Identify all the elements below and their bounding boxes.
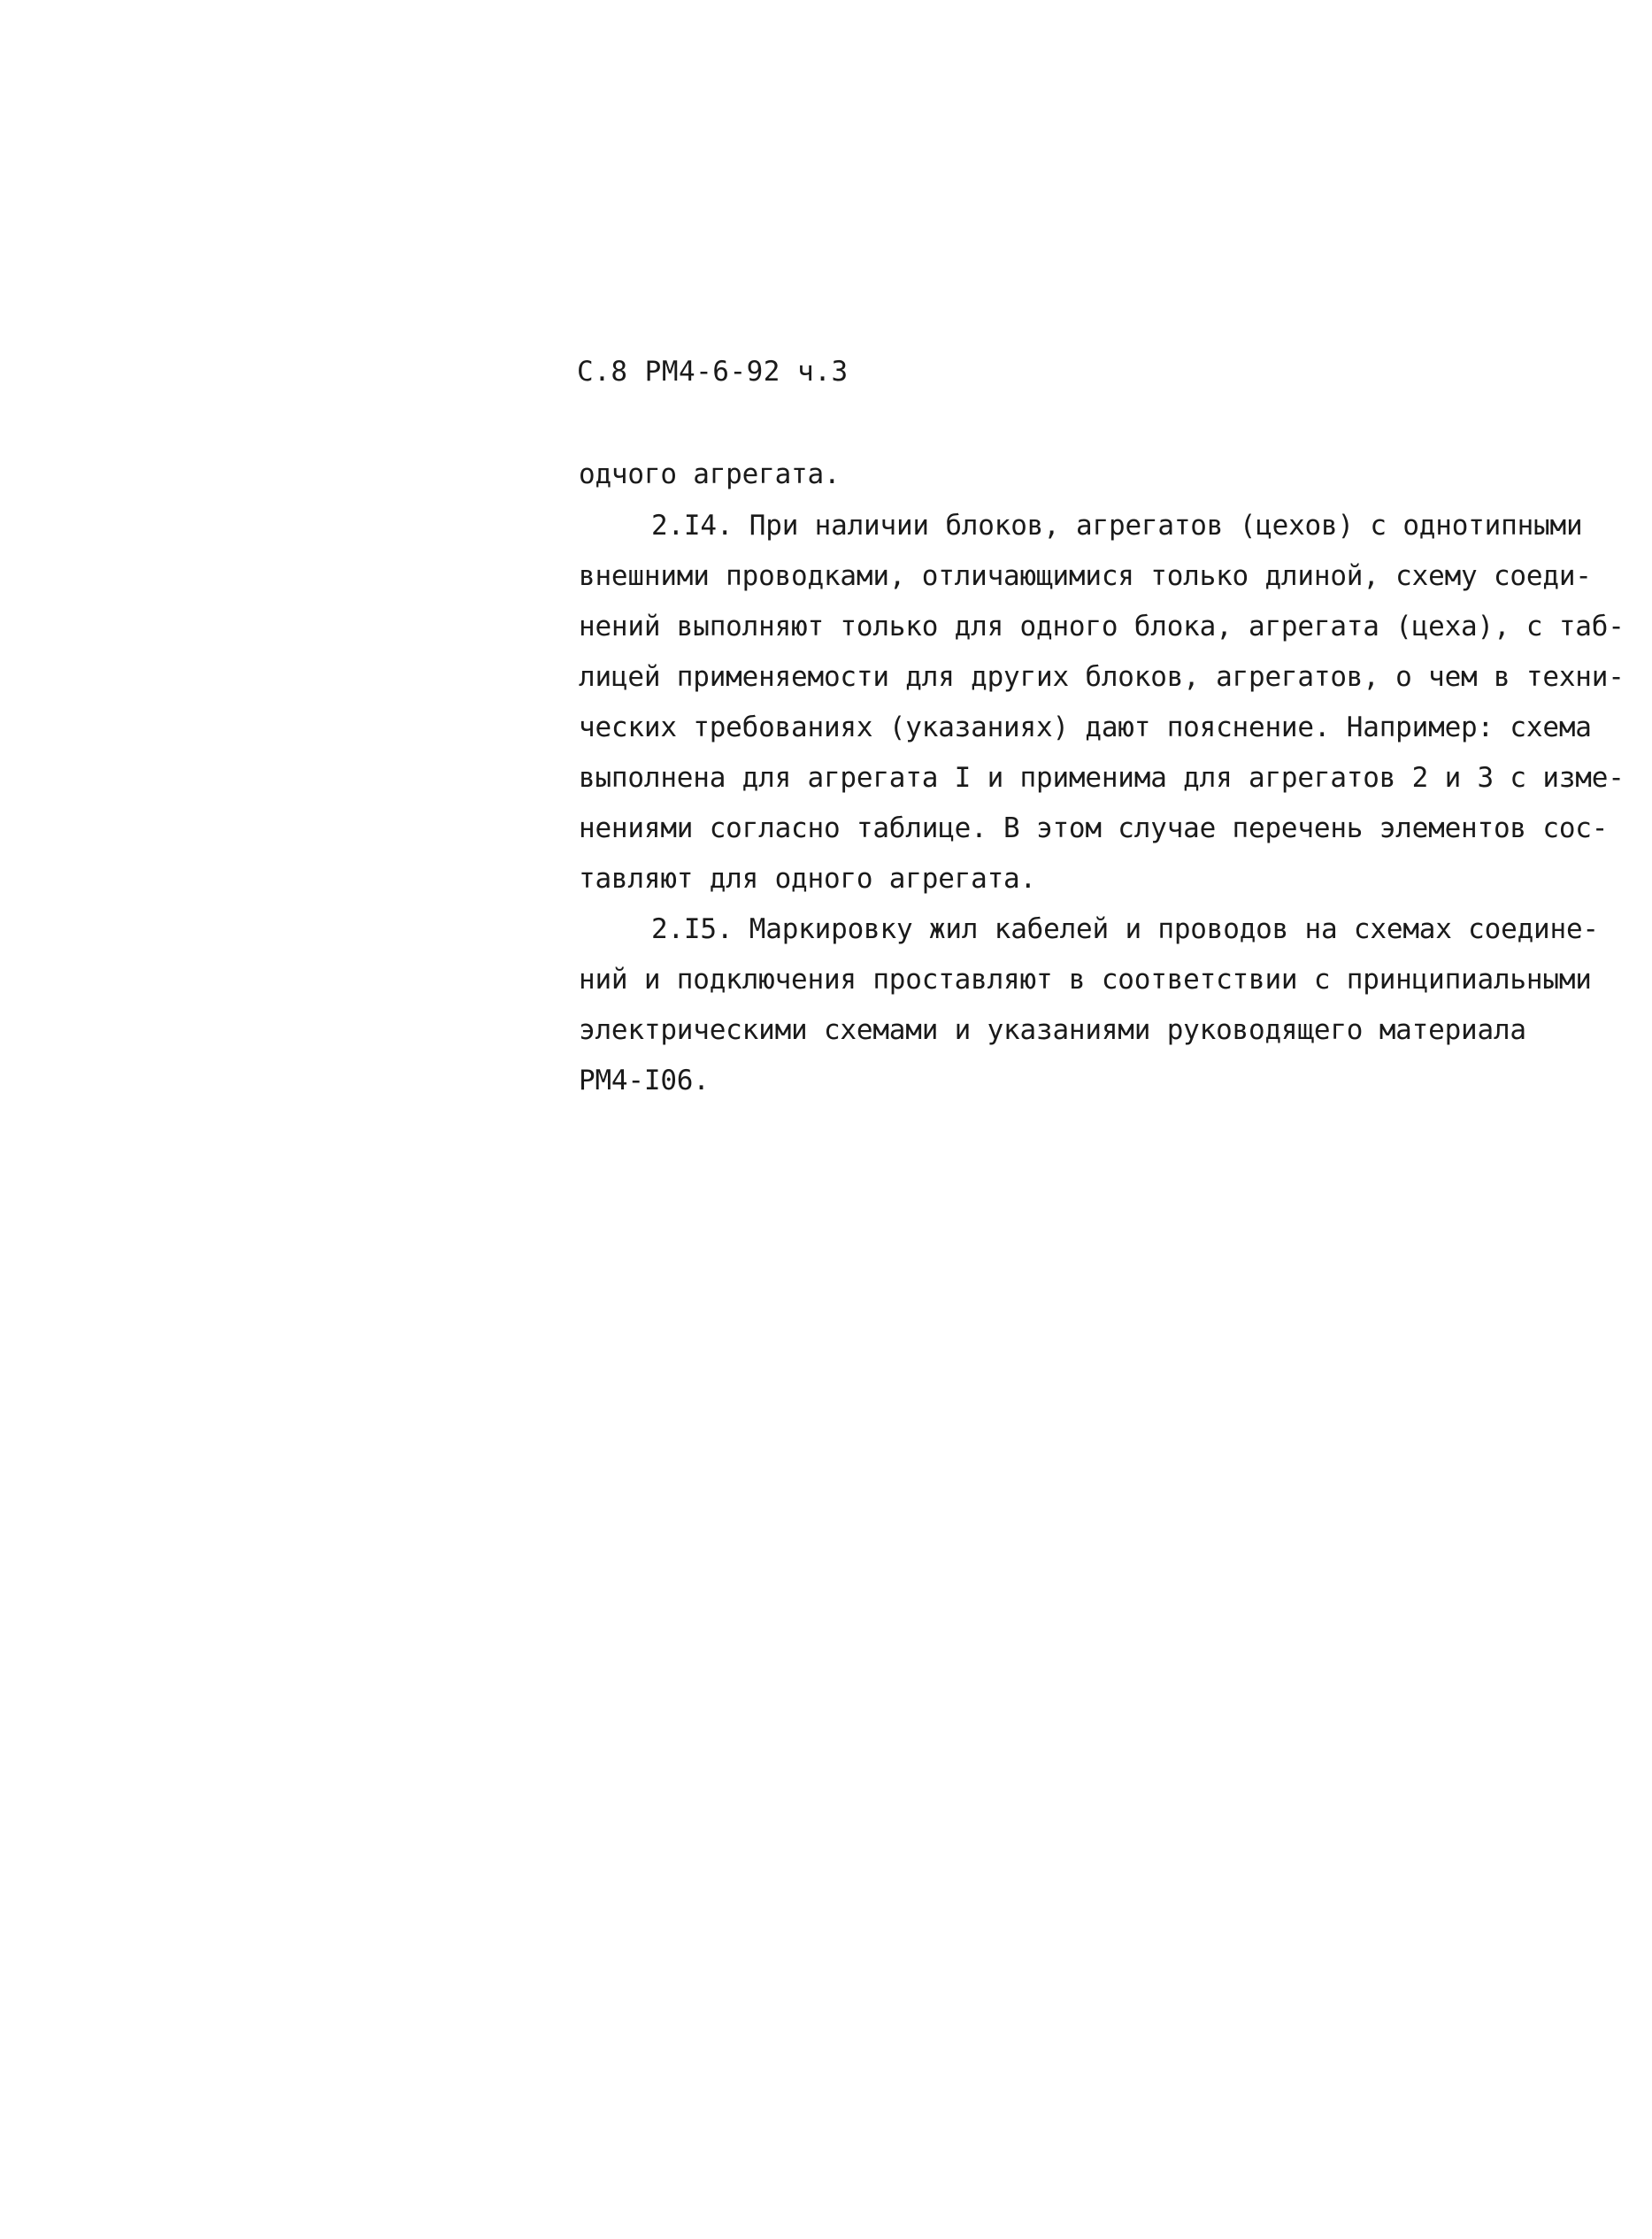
paragraph-line: нений выполняют только для одного блока, агрегата (цеха), с таб-	[579, 611, 1625, 642]
paragraph-line: лицей применяемости для других блоков, агрегатов, о чем в техни-	[579, 661, 1625, 693]
paragraph-line: электрическими схемами и указаниями руководящего материала	[579, 1014, 1526, 1046]
paragraph-line: ческих требованиях (указаниях) дают пояснение. Например: схема	[579, 712, 1592, 743]
paragraph-line: тавляют для одного агрегата.	[579, 863, 1036, 895]
paragraph-line: 2.I5. Маркировку жил кабелей и проводов на схемах соедине-	[651, 913, 1599, 945]
paragraph-line: одчого агрегата.	[579, 458, 841, 490]
paragraph-line: нениями согласно таблице. В этом случае перечень элементов сос-	[579, 812, 1609, 844]
paragraph-line: 2.I4. При наличии блоков, агрегатов (цехов) с однотипными	[651, 510, 1583, 542]
paragraph-line: ний и подключения проставляют в соответствии с принципиальными	[579, 964, 1592, 996]
paragraph-line: выполнена для агрегата I и применима для агрегатов 2 и 3 с изме-	[579, 762, 1625, 794]
paragraph-line: внешними проводками, отличающимися только длиной, схему соеди-	[579, 560, 1592, 592]
page-header: С.8 РМ4-6-92 ч.3	[577, 356, 849, 388]
paragraph-line: РМ4-I06.	[579, 1065, 710, 1096]
